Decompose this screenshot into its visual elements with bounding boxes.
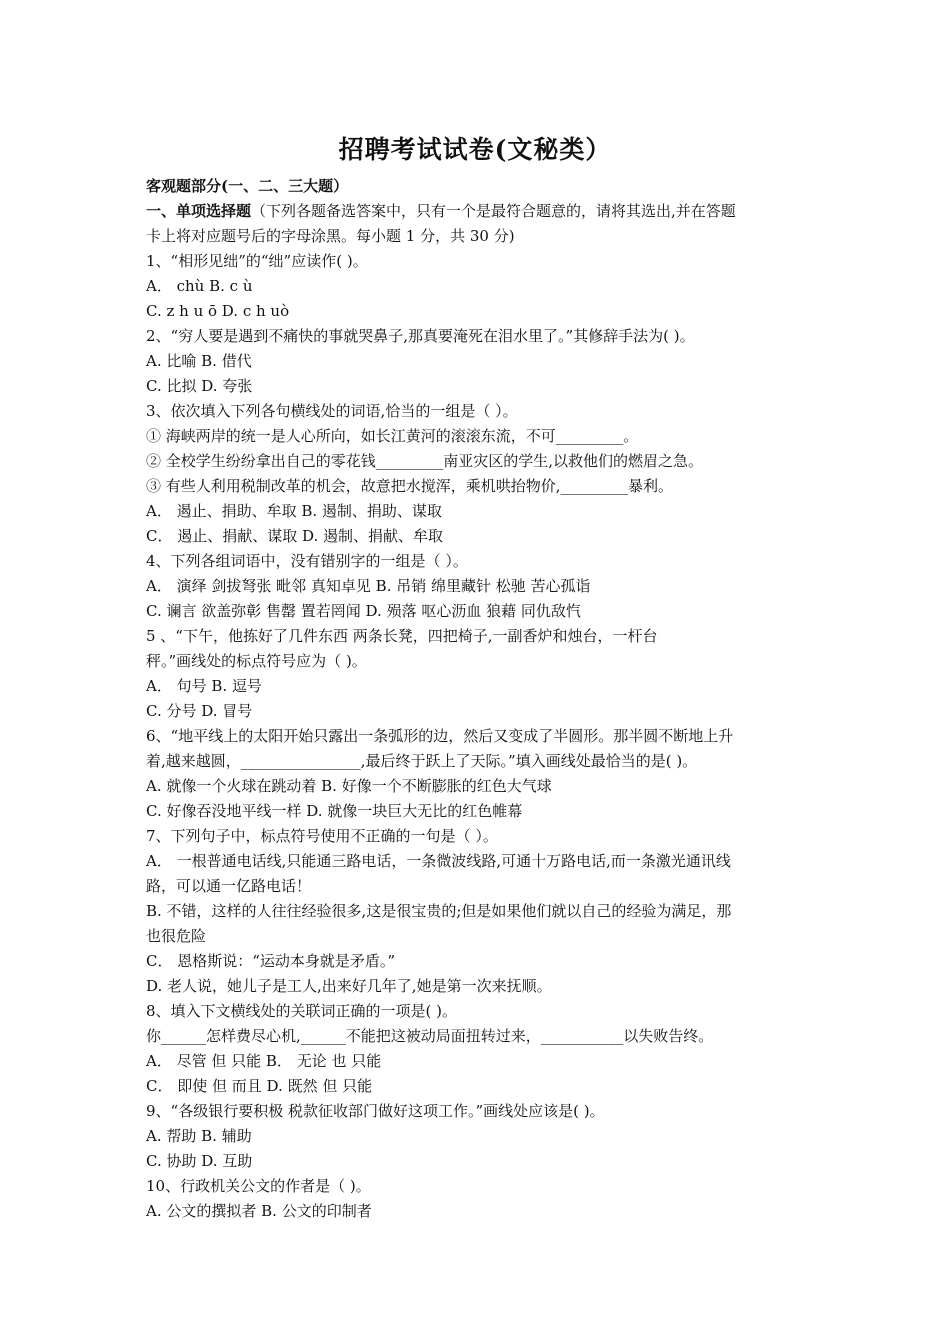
sentence-line: ③ 有些人利用税制改革的机会，故意把水搅浑，乘机哄抬物价,_________暴利。 — [146, 477, 674, 495]
question-line: 5 、“下午，他拣好了几件东西 两条长凳，四把椅子,一副香炉和烛台，一杆台 — [146, 627, 658, 645]
option-line: C． 即使 但 而且 D. 既然 但 只能 — [146, 1077, 373, 1095]
question-line: 4、下列各组词语中，没有错别字的一组是（ ）。 — [146, 552, 468, 570]
option-line: A． 演绎 剑拔弩张 毗邻 真知卓见 B. 吊销 绵里藏针 松驰 苦心孤诣 — [146, 577, 591, 595]
option-line: A. 比喻 B. 借代 — [146, 352, 252, 370]
option-line: C. 分号 D. 冒号 — [146, 702, 253, 720]
option-line: 也很危险 — [146, 927, 207, 945]
question-line: 1、“相形见绌”的“绌”应读作( )。 — [146, 252, 368, 270]
option-line: A． 遏止、捐助、牟取 B. 遏制、捐助、谋取 — [146, 502, 442, 520]
question-line: 7、下列句子中，标点符号使用不正确的一句是（ ）。 — [146, 827, 498, 845]
option-line: C． 恩格斯说：“运动本身就是矛盾。” — [146, 952, 396, 970]
question-line: 8、填入下文横线处的关联词正确的一项是( )。 — [146, 1002, 458, 1020]
option-line: A． chù B. c ù — [146, 277, 253, 295]
question-line: 3、依次填入下列各句横线处的词语,恰当的一组是（ ）。 — [146, 402, 518, 420]
option-line: C. 谰言 欲盖弥彰 售罄 置若罔闻 D. 殒落 呕心沥血 狼藉 同仇敌忾 — [146, 602, 581, 620]
sentence-line: ② 全校学生纷纷拿出自己的零花钱_________南亚灾区的学生,以救他们的燃眉之急。 — [146, 452, 704, 470]
question-line: 着,越来越圆，________________,最后终于跃上了天际。”填入画线处最恰当的是( )。 — [146, 752, 698, 770]
sentence-line: 你______怎样费尽心机,______不能把这被动局面扭转过来，___________以失败告终。 — [146, 1027, 714, 1045]
option-line: 路，可以通一亿路电话！ — [146, 877, 312, 895]
question-line: 秤。”画线处的标点符号应为（ )。 — [146, 652, 367, 670]
sentence-line: ① 海峡两岸的统一是人心所向，如长江黄河的滚滚东流，不可_________。 — [146, 427, 639, 445]
question-line: 6、“地平线上的太阳开始只露出一条弧形的边，然后又变成了半圆形。那半圆不断地上升 — [146, 727, 734, 745]
part1-heading: 一、单项选择题 — [146, 202, 252, 220]
part1-heading-line — [146, 201, 736, 221]
part1-instructions-2: 卡上将对应题号后的字母涂黑。每小题 1 分，共 30 分) — [146, 227, 515, 245]
exam-title: 招聘考试试卷(文秘类） — [338, 135, 612, 164]
option-line: A． 尽管 但 只能 B． 无论 也 只能 — [146, 1052, 382, 1070]
question-line: 2、“穷人要是遇到不痛快的事就哭鼻子,那真要淹死在泪水里了。”其修辞手法为( )。 — [146, 327, 695, 345]
option-line: A． 一根普通电话线,只能通三路电话，一条微波线路,可通十万路电话,而一条激光通讯线 — [146, 852, 731, 870]
option-line: C． 遏止、捐献、谋取 D. 遏制、捐献、牟取 — [146, 527, 444, 545]
option-line: A． 句号 B. 逗号 — [146, 677, 262, 695]
option-line: C. z h u ō D. c h uò — [146, 302, 290, 320]
part1-instructions-1: （下列各题备选答案中，只有一个是最符合题意的，请将其选出,并在答题 — [251, 202, 736, 220]
option-line: C. 比拟 D. 夸张 — [146, 377, 253, 395]
section-header: 客观题部分(一、二、三大题） — [146, 177, 349, 195]
option-line: D. 老人说，她儿子是工人,出来好几年了,她是第一次来抚顺。 — [146, 977, 552, 995]
option-line: B. 不错，这样的人往往经验很多,这是很宝贵的;但是如果他们就以自己的经验为满足，那 — [146, 902, 732, 920]
option-line: A. 公文的撰拟者 B. 公文的印制者 — [146, 1202, 372, 1220]
question-line: 9、“各级银行要积极 税款征收部门做好这项工作。”画线处应该是( )。 — [146, 1102, 605, 1120]
option-line: C. 好像吞没地平线一样 D. 就像一块巨大无比的红色帷幕 — [146, 802, 523, 820]
question-line: 10、行政机关公文的作者是（ )。 — [146, 1177, 371, 1195]
option-line: A. 帮助 B. 辅助 — [146, 1127, 252, 1145]
option-line: A. 就像一个火球在跳动着 B. 好像一个不断膨胀的红色大气球 — [146, 777, 552, 795]
option-line: C. 协助 D. 互助 — [146, 1152, 253, 1170]
